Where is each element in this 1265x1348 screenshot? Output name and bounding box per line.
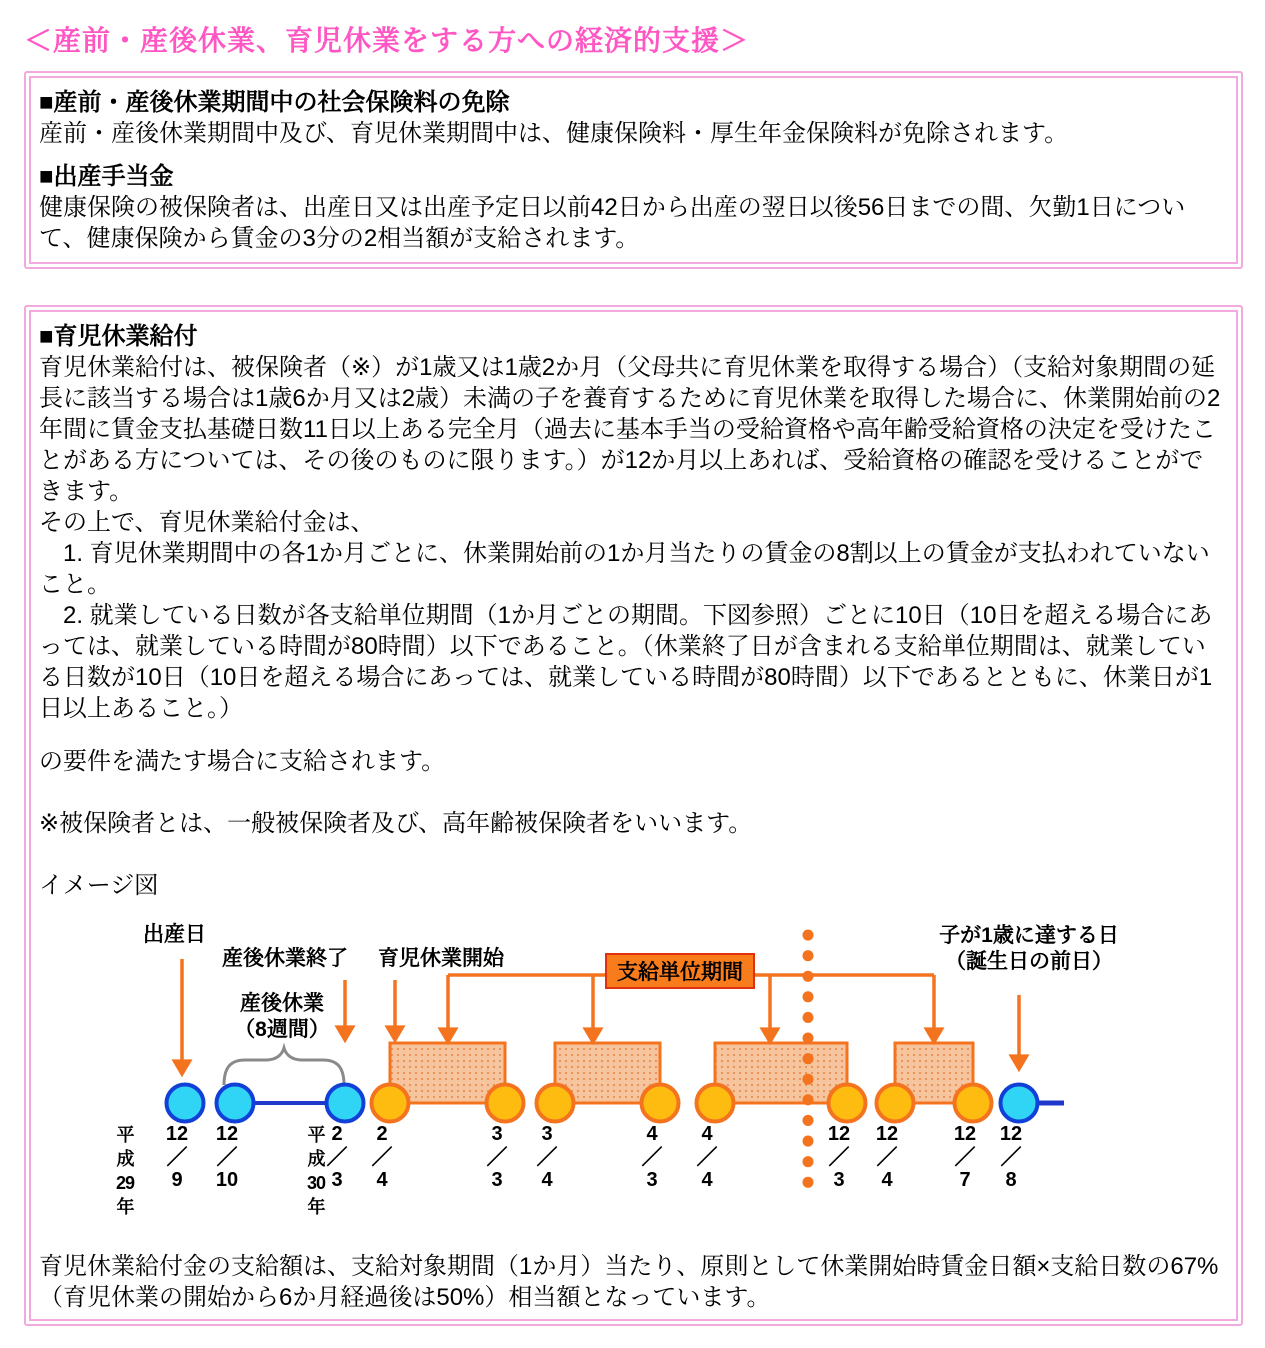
child-one-year-line2: （誕生日の前日）: [945, 950, 1113, 973]
date-slash: ／: [954, 1146, 976, 1169]
date-month: 2: [331, 1123, 343, 1145]
timeline-date-3: [360, 1123, 404, 1192]
date-month: 12: [999, 1123, 1023, 1145]
timeline-date-6: [630, 1123, 674, 1192]
era-char: 平: [116, 1125, 134, 1145]
date-month: 3: [491, 1123, 503, 1145]
date-slash: ／: [216, 1146, 238, 1169]
postnatal-leave-line1: 産後休業: [240, 992, 324, 1015]
date-slash: ／: [1000, 1146, 1022, 1169]
timeline-date-2: [315, 1123, 359, 1192]
insurance-exemption-heading: ■産前・産後休業期間中の社会保険料の免除: [39, 89, 510, 116]
timeline-date-7: [685, 1123, 729, 1192]
date-day: 9: [171, 1169, 183, 1191]
maternity-allowance-heading: ■出産手当金: [39, 163, 174, 190]
timeline-date-11: [989, 1123, 1033, 1192]
condition-item-1: 1. 育児休業期間中の各1か月ごとに、休業開始前の1か月当たりの賃金の8割以上の賃金が支払われていないこと。: [39, 540, 1210, 598]
timeline-date-9: [865, 1123, 909, 1192]
timeline-date-1: [205, 1123, 249, 1192]
date-day: 4: [701, 1169, 713, 1191]
date-slash: ／: [371, 1146, 393, 1169]
child-one-year-label: [909, 923, 1149, 975]
date-month: 12: [953, 1123, 977, 1145]
childcare-benefit-para2: その上で、育児休業給付金は、: [39, 509, 375, 536]
era-char: 30: [306, 1173, 326, 1193]
maternity-allowance-body: 健康保険の被保険者は、出産日又は出産予定日以前42日から出産の翌日以後56日までの間、欠勤1日について、健康保険から賃金の3分の2相当額が支給されます。: [39, 194, 1186, 252]
condition-item-2: 2. 就業している日数が各支給単位期間（1か月ごとの期間。下図参照）ごとに10日（10日を超える場合にあっては、就業している時間が80時間）以下であること。（休業終了日が含まれる支給単位期間は、就業している日数が10日（10日を超える場合にあっては、就業している時間が80時間）以下であるとともに、休業日が1日以上あること。）: [39, 602, 1213, 722]
unit-period-badge: 支給単位期間: [605, 953, 755, 989]
date-day: 3: [646, 1169, 658, 1191]
date-month: 12: [875, 1123, 899, 1145]
childcare-benefit-para1: 育児休業給付は、被保険者（※）が1歳又は1歳2か月（父母共に育児休業を取得する場合）（支給対象期間の延長に該当する場合は1歳6か月又は2歳）未満の子を養育するために育児休業を取得した場合に、休業開始前の2年間に賃金支払基礎日数11日以上ある完全月（過去に基本手当の受給資格や高年齢受給資格の決定を受けたことがある方については、その後のものに限ります。）が12か月以上あれば、受給資格の確認を受けることができます。: [39, 354, 1221, 505]
date-month: 2: [376, 1123, 388, 1145]
date-month: 12: [827, 1123, 851, 1145]
date-month: 12: [215, 1123, 239, 1145]
era-label-heisei29: [112, 1123, 138, 1219]
era-char: 29: [115, 1173, 135, 1193]
date-slash: ／: [876, 1146, 898, 1169]
childcare-benefit-heading: ■育児休業給付: [39, 323, 198, 350]
date-day: 3: [331, 1169, 343, 1191]
date-day: 10: [215, 1169, 239, 1191]
childcare-benefit-para3: の要件を満たす場合に支給されます。: [39, 748, 446, 775]
maternity-support-box: [24, 71, 1243, 269]
birth-date-label: 出産日: [143, 923, 206, 946]
date-slash: ／: [696, 1146, 718, 1169]
date-slash: ／: [486, 1146, 508, 1169]
postnatal-leave-label: [207, 991, 357, 1043]
postnatal-end-label: 産後休業終了: [222, 947, 348, 970]
benefit-amount-footer: 育児休業給付金の支給額は、支給対象期間（1か月）当たり、原則として休業開始時賃金日額×支給日数の67%（育児休業の開始から6か月経過後は50%）相当額となっています。: [39, 1253, 1219, 1311]
date-day: 8: [1005, 1169, 1017, 1191]
timeline-date-8: [817, 1123, 861, 1192]
postnatal-leave-line2: （8週間）: [234, 1018, 330, 1041]
date-month: 4: [646, 1123, 658, 1145]
postnatal-brace: [224, 1048, 344, 1085]
date-slash: ／: [641, 1146, 663, 1169]
date-day: 4: [376, 1169, 388, 1191]
date-slash: ／: [536, 1146, 558, 1169]
date-day: 3: [833, 1169, 845, 1191]
childcare-start-label: 育児休業開始: [378, 947, 504, 970]
date-month: 4: [701, 1123, 713, 1145]
date-day: 3: [491, 1169, 503, 1191]
insured-person-note: ※被保険者とは、一般被保険者及び、高年齢被保険者をいいます。: [39, 810, 753, 837]
date-slash: ／: [828, 1146, 850, 1169]
childcare-benefit-box: [24, 305, 1243, 1326]
date-month: 3: [541, 1123, 553, 1145]
timeline-date-4: [475, 1123, 519, 1192]
timeline-diagram: [39, 921, 1247, 1223]
era-char: 平: [307, 1125, 325, 1145]
date-slash: ／: [326, 1146, 348, 1169]
era-char: 成: [307, 1149, 325, 1169]
date-day: 4: [541, 1169, 553, 1191]
timeline-date-10: [943, 1123, 987, 1192]
date-month: 12: [165, 1123, 189, 1145]
date-day: 7: [959, 1169, 971, 1191]
date-slash: ／: [166, 1146, 188, 1169]
date-day: 4: [881, 1169, 893, 1191]
timeline-date-0: [155, 1123, 199, 1192]
page-title: ＜産前・産後休業、育児休業をする方への経済的支援＞: [24, 25, 750, 56]
child-one-year-line1: 子が1歳に達する日: [939, 924, 1119, 947]
era-char: 成: [116, 1149, 134, 1169]
diagram-title: イメージ図: [39, 872, 159, 899]
era-char: 年: [116, 1197, 134, 1217]
timeline-date-5: [525, 1123, 569, 1192]
era-char: 年: [307, 1197, 325, 1217]
insurance-exemption-body: 産前・産後休業期間中及び、育児休業期間中は、健康保険料・厚生年金保険料が免除されます。: [39, 120, 1069, 147]
